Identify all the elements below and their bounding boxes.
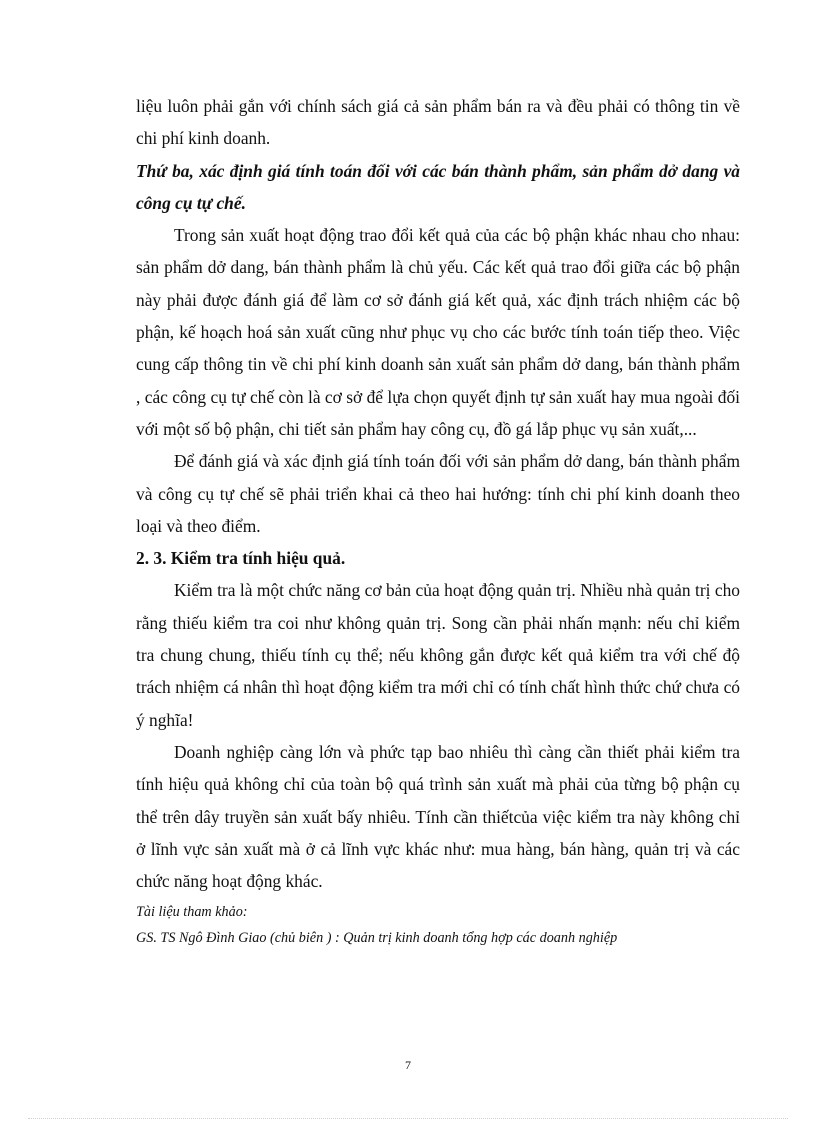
paragraph-continuation: liệu luôn phải gắn với chính sách giá cả sản phẩm bán ra và đều phải có thông tin về chi phí kinh doanh. [136, 96, 740, 149]
paragraph-danh-gia-gia-tinh-toan: Để đánh giá và xác định giá tính toán đối với sản phẩm dở dang, bán thành phẩm và công cụ tự chế sẽ phải triển khai cả theo hai hướng: tính chi phí kinh doanh theo loại và theo điểm. [136, 451, 740, 536]
reference-entry: GS. TS Ngô Đình Giao (chủ biên ) : Quản trị kinh doanh tổng hợp các doanh nghiệp [136, 930, 618, 947]
page-content [136, 90, 740, 951]
subsection-heading-thu-ba: Thứ ba, xác định giá tính toán đối với các bán thành phẩm, sản phẩm dở dang và công cụ tự chế. [136, 160, 740, 213]
footer-divider [28, 1118, 788, 1119]
paragraph-doanh-nghiep-cang-lon: Doanh nghiệp càng lớn và phức tạp bao nhiêu thì càng cần thiết phải kiểm tra tính hiệu quả không chỉ của toàn bộ quá trình sản xuất mà phải của từng bộ phận cụ thể trên dây truyền sản xuất bấy nhiêu. Tính cần thiếtcủa việc kiểm tra này không chỉ ở lĩnh vực sản xuất mà ở cả lĩnh vực khác như: mua hàng, bán hàng, quản trị và các chức năng hoạt động khác. [136, 741, 740, 892]
section-heading-kiem-tra: 2. 3. Kiểm tra tính hiệu quả. [136, 548, 346, 569]
paragraph-kiem-tra-chuc-nang: Kiểm tra là một chức năng cơ bản của hoạt động quản trị. Nhiều nhà quản trị cho rằng thiếu kiểm tra coi như không quản trị. Song cần phải nhấn mạnh: nếu chỉ kiểm tra chung chung, thiếu tính cụ thể; nếu không gắn được kết quả kiểm tra với chế độ trách nhiệm cá nhân thì hoạt động kiểm tra mới chỉ có tính chất hình thức chứ chưa có ý nghĩa! [136, 580, 740, 730]
references-label: Tài liệu tham khảo: [136, 904, 248, 921]
paragraph-trao-doi-ket-qua: Trong sản xuất hoạt động trao đổi kết quả của các bộ phận khác nhau cho nhau: sản phẩm dở dang, bán thành phẩm là chủ yếu. Các kết quả trao đổi giữa các bộ phận này phải được đánh giá để làm cơ sở đánh giá kết quả, xác định trách nhiệm các bộ phận, kế hoạch hoá sản xuất cũng như phục vụ cho các bước tính toán tiếp theo. Việc cung cấp thông tin về chi phí kinh doanh sản xuất sản phẩm dở dang, bán thành phẩm , các công cụ tự chế còn là cơ sở để lựa chọn quyết định tự sản xuất hay mua ngoài đối với một số bộ phận, chi tiết sản phẩm hay công cụ, đồ gá lắp phục vụ sản xuất,... [136, 225, 740, 439]
page-number: 7 [405, 1058, 411, 1072]
